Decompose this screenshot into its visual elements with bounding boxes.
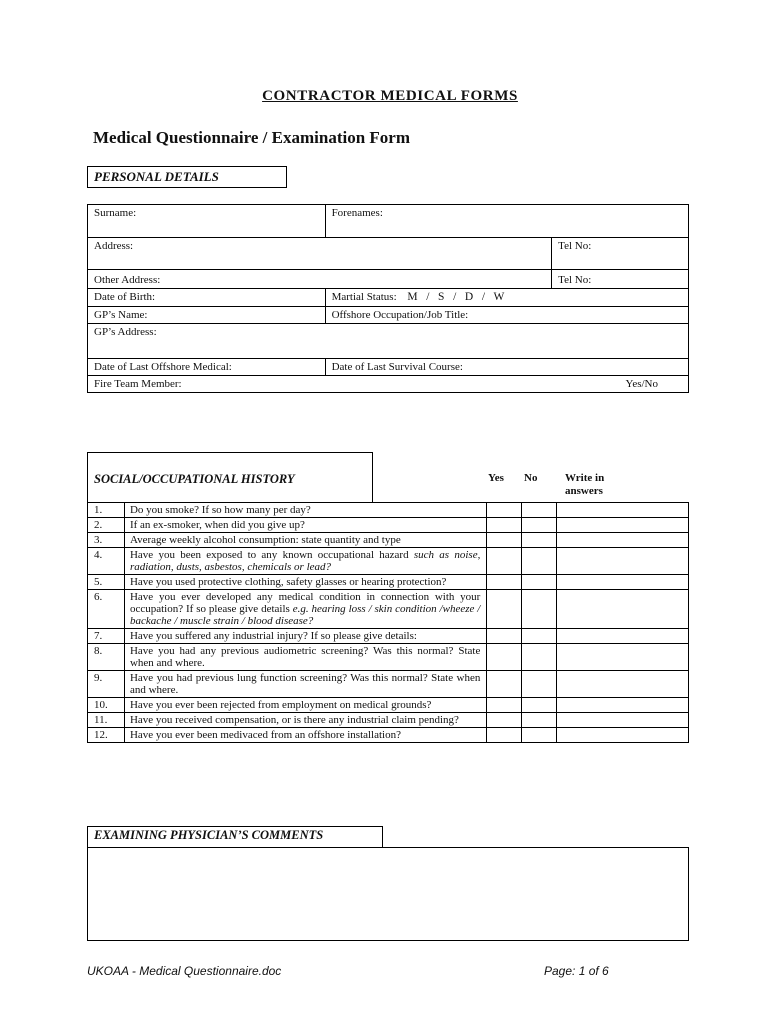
question-number: 12. [88,728,125,743]
question-row [88,575,689,590]
no-checkbox-cell[interactable] [522,575,557,590]
fire-team-label: Fire Team Member: [94,378,182,390]
question-number: 4. [88,548,125,575]
form-title: CONTRACTOR MEDICAL FORMS [262,88,518,104]
other-address-label: Other Address: [94,274,161,286]
question-text-main: Have you ever developed any medical condition in connection with your occupation? If so please give details [129,591,481,615]
answer-cell[interactable] [557,728,689,743]
question-number: 10. [88,698,125,713]
no-checkbox-cell[interactable] [522,713,557,728]
question-text [124,629,486,644]
question-text-main: If an ex-smoker, when did you give up? [129,519,305,531]
forenames-field[interactable] [325,205,688,238]
yes-checkbox-cell[interactable] [487,728,522,743]
last-medical-field[interactable] [88,359,326,376]
question-number: 8. [88,644,125,671]
gp-name-field[interactable] [88,307,326,324]
no-checkbox-cell[interactable] [522,629,557,644]
column-write-in-header: Write in answers [565,472,605,497]
occupation-label: Offshore Occupation/Job Title: [331,309,469,321]
form-subtitle: Medical Questionnaire / Examination Form [93,128,411,147]
answer-cell[interactable] [557,629,689,644]
yes-checkbox-cell[interactable] [487,590,522,629]
question-row [88,518,689,533]
personal-details-heading: PERSONAL DETAILS [87,166,287,188]
question-number: 7. [88,629,125,644]
question-text-main: Have you used protective clothing, safety glasses or hearing protection? [129,576,447,588]
address-field[interactable] [88,238,552,270]
question-text [124,575,486,590]
yes-checkbox-cell[interactable] [487,671,522,698]
no-checkbox-cell[interactable] [522,644,557,671]
physician-comments-heading: EXAMINING PHYSICIAN’S COMMENTS [87,826,383,848]
question-row [88,590,689,629]
no-checkbox-cell[interactable] [522,698,557,713]
question-row [88,728,689,743]
question-text-main: Have you ever been medivaced from an offshore installation? [129,729,401,741]
tel-label: Tel No: [558,240,592,252]
question-row [88,698,689,713]
question-row [88,713,689,728]
question-text-main: Average weekly alcohol consumption: state quantity and type [129,534,401,546]
answer-cell[interactable] [557,590,689,629]
last-survival-field[interactable] [325,359,688,376]
question-text-examples: e.g. hearing loss / skin condition /wheeze / backache / muscle strain / blood disease? [129,603,481,627]
question-row [88,644,689,671]
column-no-header: No [524,472,538,484]
marital-status-options[interactable]: M / S / D / W [407,291,505,303]
last-medical-label: Date of Last Offshore Medical: [94,361,232,373]
social-history-heading: SOCIAL/OCCUPATIONAL HISTORY [94,472,295,486]
question-text [124,671,486,698]
social-history-heading-box [87,452,373,502]
fire-team-yes-no[interactable]: Yes/No [625,378,658,390]
answer-cell[interactable] [557,533,689,548]
answer-cell[interactable] [557,575,689,590]
no-checkbox-cell[interactable] [522,533,557,548]
yes-checkbox-cell[interactable] [487,533,522,548]
no-checkbox-cell[interactable] [522,728,557,743]
yes-checkbox-cell[interactable] [487,575,522,590]
gp-address-field[interactable] [88,324,689,359]
question-text [124,728,486,743]
question-text-main: Have you ever been rejected from employment on medical grounds? [129,699,432,711]
tel-field[interactable] [552,238,689,270]
question-text-main: Have you had previous lung function screening? Was this normal? State when and where. [129,672,481,696]
answer-cell[interactable] [557,518,689,533]
question-text [124,590,486,629]
answer-cell[interactable] [557,698,689,713]
question-number: 5. [88,575,125,590]
yes-checkbox-cell[interactable] [487,629,522,644]
no-checkbox-cell[interactable] [522,671,557,698]
last-survival-label: Date of Last Survival Course: [331,361,463,373]
dob-label: Date of Birth: [94,291,156,303]
question-text [124,503,486,518]
tel-other-label: Tel No: [558,274,592,286]
yes-checkbox-cell[interactable] [487,713,522,728]
question-text [124,698,486,713]
question-text-main: Have you been exposed to any known occupational hazard [129,549,414,561]
footer-page-number: Page: 1 of 6 [544,964,609,978]
surname-label: Surname: [94,207,137,219]
gp-address-label: GP’s Address: [94,326,157,338]
fire-team-field[interactable] [88,376,689,393]
question-row [88,671,689,698]
question-number: 9. [88,671,125,698]
no-checkbox-cell[interactable] [522,590,557,629]
question-text [124,518,486,533]
question-number: 6. [88,590,125,629]
yes-checkbox-cell[interactable] [487,503,522,518]
occupation-field[interactable] [325,307,688,324]
column-yes-header: Yes [488,472,504,484]
answer-cell[interactable] [557,503,689,518]
question-text-main: Have you suffered any industrial injury? If so please give details: [129,630,417,642]
surname-field[interactable] [88,205,326,238]
yes-checkbox-cell[interactable] [487,698,522,713]
yes-checkbox-cell[interactable] [487,644,522,671]
question-row [88,548,689,575]
physician-comments-area[interactable] [87,847,689,941]
question-number: 2. [88,518,125,533]
dob-field[interactable] [88,289,326,307]
yes-checkbox-cell[interactable] [487,518,522,533]
social-history-table [87,502,689,743]
question-text [124,533,486,548]
no-checkbox-cell[interactable] [522,518,557,533]
gp-name-label: GP’s Name: [94,309,148,321]
answer-cell[interactable] [557,644,689,671]
question-row [88,503,689,518]
other-address-field[interactable] [88,270,552,289]
tel-other-field[interactable] [552,270,689,289]
question-row [88,533,689,548]
question-number: 1. [88,503,125,518]
personal-details-table [87,204,689,393]
forenames-label: Forenames: [331,207,383,219]
marital-status-label: Martial Status: [331,291,397,303]
answer-cell[interactable] [557,548,689,575]
marital-status-field[interactable] [325,289,688,307]
question-text-main: Do you smoke? If so how many per day? [129,504,311,516]
question-text-examples: such as noise, radiation, dusts, asbestos, chemicals or lead? [129,549,481,573]
question-text-main: Have you received compensation, or is there any industrial claim pending? [129,714,459,726]
question-number: 3. [88,533,125,548]
answer-cell[interactable] [557,713,689,728]
footer-filename: UKOAA - Medical Questionnaire.doc [87,964,282,978]
question-text [124,713,486,728]
question-row [88,629,689,644]
address-label: Address: [94,240,134,252]
question-text [124,548,486,575]
answer-cell[interactable] [557,671,689,698]
question-number: 11. [88,713,125,728]
question-text-main: Have you had any previous audiometric screening? Was this normal? State when and where. [129,645,481,669]
yes-checkbox-cell[interactable] [487,548,522,575]
no-checkbox-cell[interactable] [522,548,557,575]
no-checkbox-cell[interactable] [522,503,557,518]
question-text [124,644,486,671]
